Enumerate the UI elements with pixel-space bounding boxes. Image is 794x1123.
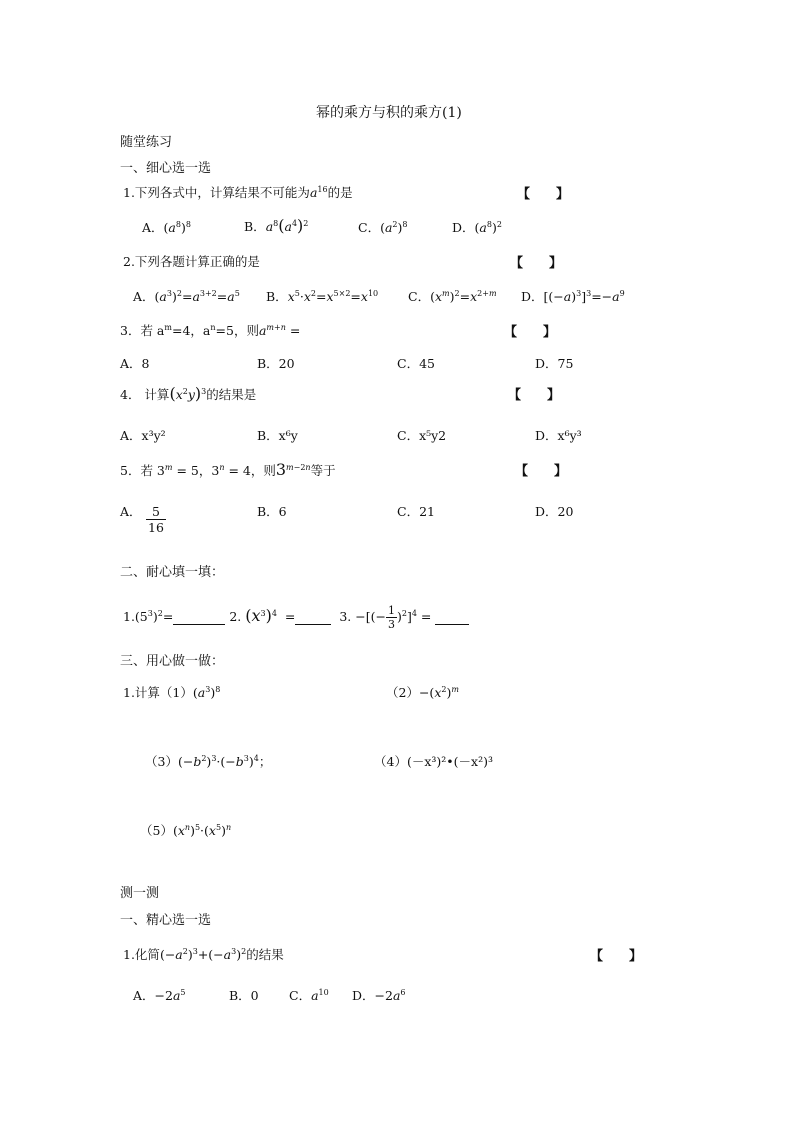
q1-option-a[interactable]: A．$(a^8)^8$ [142,220,191,235]
q1-option-d[interactable]: D．$(a^8)^2$ [452,220,502,235]
section2-heading: 二、耐心填一填： [120,565,225,580]
q5-option-c[interactable]: C．21 [397,504,435,519]
page-title: 幂的乘方与积的乘方(1) [316,105,462,121]
q2-option-d[interactable]: D．$[(-a)^3]^3=-a^9$ [521,289,625,304]
q4-option-a[interactable]: A．x³y² [120,428,166,443]
fill-line: $1.(5^3)^2= 2$. $(x^3)^4$ = 3. −[(− $\frac{1}{3}$ )$^2$]$^4$ = [123,604,469,631]
question-1-stem-tail: 的是 [327,185,353,200]
calc-2: $(2)-(x^2)^m$ [386,685,459,700]
q3-option-d[interactable]: D．75 [535,356,574,371]
q1-option-c[interactable]: C．$(a^2)^8$ [358,220,408,235]
answer-bracket-q1[interactable]: 【 】 [517,187,570,202]
question-1-stem: 1.下列各式中，计算结果不可能为 [123,185,310,200]
fill-blank-2[interactable] [295,609,331,625]
q2-option-c[interactable]: C．$(x^m)^2=x^{2+m}$ [408,289,497,304]
question-4: 4． 计算$(x^2y)^3$的结果是 [120,384,257,403]
q4-option-b[interactable]: B．x⁶y [257,428,298,443]
answer-bracket-test-q1[interactable]: 【 】 [590,949,643,964]
question-2: 2.下列各题计算正确的是 [123,254,260,269]
test-heading: 测一测 [120,886,160,901]
calc-3: $(3)(-b^2)^3\cdot(-b^3)^4$； [145,754,272,769]
q5-option-a[interactable]: A． [120,504,142,519]
answer-bracket-q5[interactable]: 【 】 [515,464,568,479]
q4-option-d[interactable]: D．x⁶y³ [535,428,582,443]
q5-option-d[interactable]: D．20 [535,504,574,519]
answer-bracket-q4[interactable]: 【 】 [508,388,561,403]
q3-option-a[interactable]: A．8 [120,356,150,371]
section1-heading: 一、细心选一选 [120,161,212,176]
answer-bracket-q3[interactable]: 【 】 [504,325,557,340]
fill-blank-3[interactable] [435,609,469,625]
q4-option-c[interactable]: C．x⁵y2 [397,428,447,443]
calc-5: $(5)(x^n)^5\cdot(x^5)^n$ [140,823,232,838]
question-3: 3．若 $a^m=4$，$a^n=5$，则$a^{m+n}$ = [120,323,301,338]
q5-option-a-fraction: $\frac{5}{16}$ [148,504,164,535]
calc-4: （4）(－x³)²•(－x²)³ [374,754,493,769]
test-question-1: 1.化简$(-a^2)^3+(-a^3)^2$的结果 [123,947,284,962]
calc-1: 1.计算$(1)(a^3)^8$ [123,685,221,700]
fill-blank-1[interactable] [173,609,225,625]
q3-option-b[interactable]: B．20 [257,356,295,371]
section3-heading: 三、用心做一做： [120,654,225,669]
test-q1-option-b[interactable]: B．0 [229,988,259,1003]
test-section1-heading: 一、精心选一选 [120,913,212,928]
test-q1-option-d[interactable]: D．$-2a^6$ [352,988,406,1003]
q3-option-c[interactable]: C．45 [397,356,435,371]
practice-heading: 随堂练习 [120,135,173,150]
question-1: 1.下列各式中，计算结果不可能为$a^{16}$的是 [123,185,353,200]
q2-option-b[interactable]: B．$x^5\cdot x^2=x^{5\times 2}=x^{10}$ [266,289,379,304]
q1-option-b[interactable]: B．$a^8(a^4)^2$ [244,216,309,235]
answer-bracket-q2[interactable]: 【 】 [510,256,563,271]
q5-option-b[interactable]: B．6 [257,504,287,519]
test-q1-option-a[interactable]: A．$-2a^5$ [133,988,186,1003]
test-q1-option-c[interactable]: C．$a^{10}$ [289,988,329,1003]
q2-option-a[interactable]: A．$(a^3)^2=a^{3+2}=a^5$ [133,289,240,304]
question-5: 5．若 $3^m = 5$，$3^n = 4$，则$3^{m-2n}$等于 [120,460,336,479]
